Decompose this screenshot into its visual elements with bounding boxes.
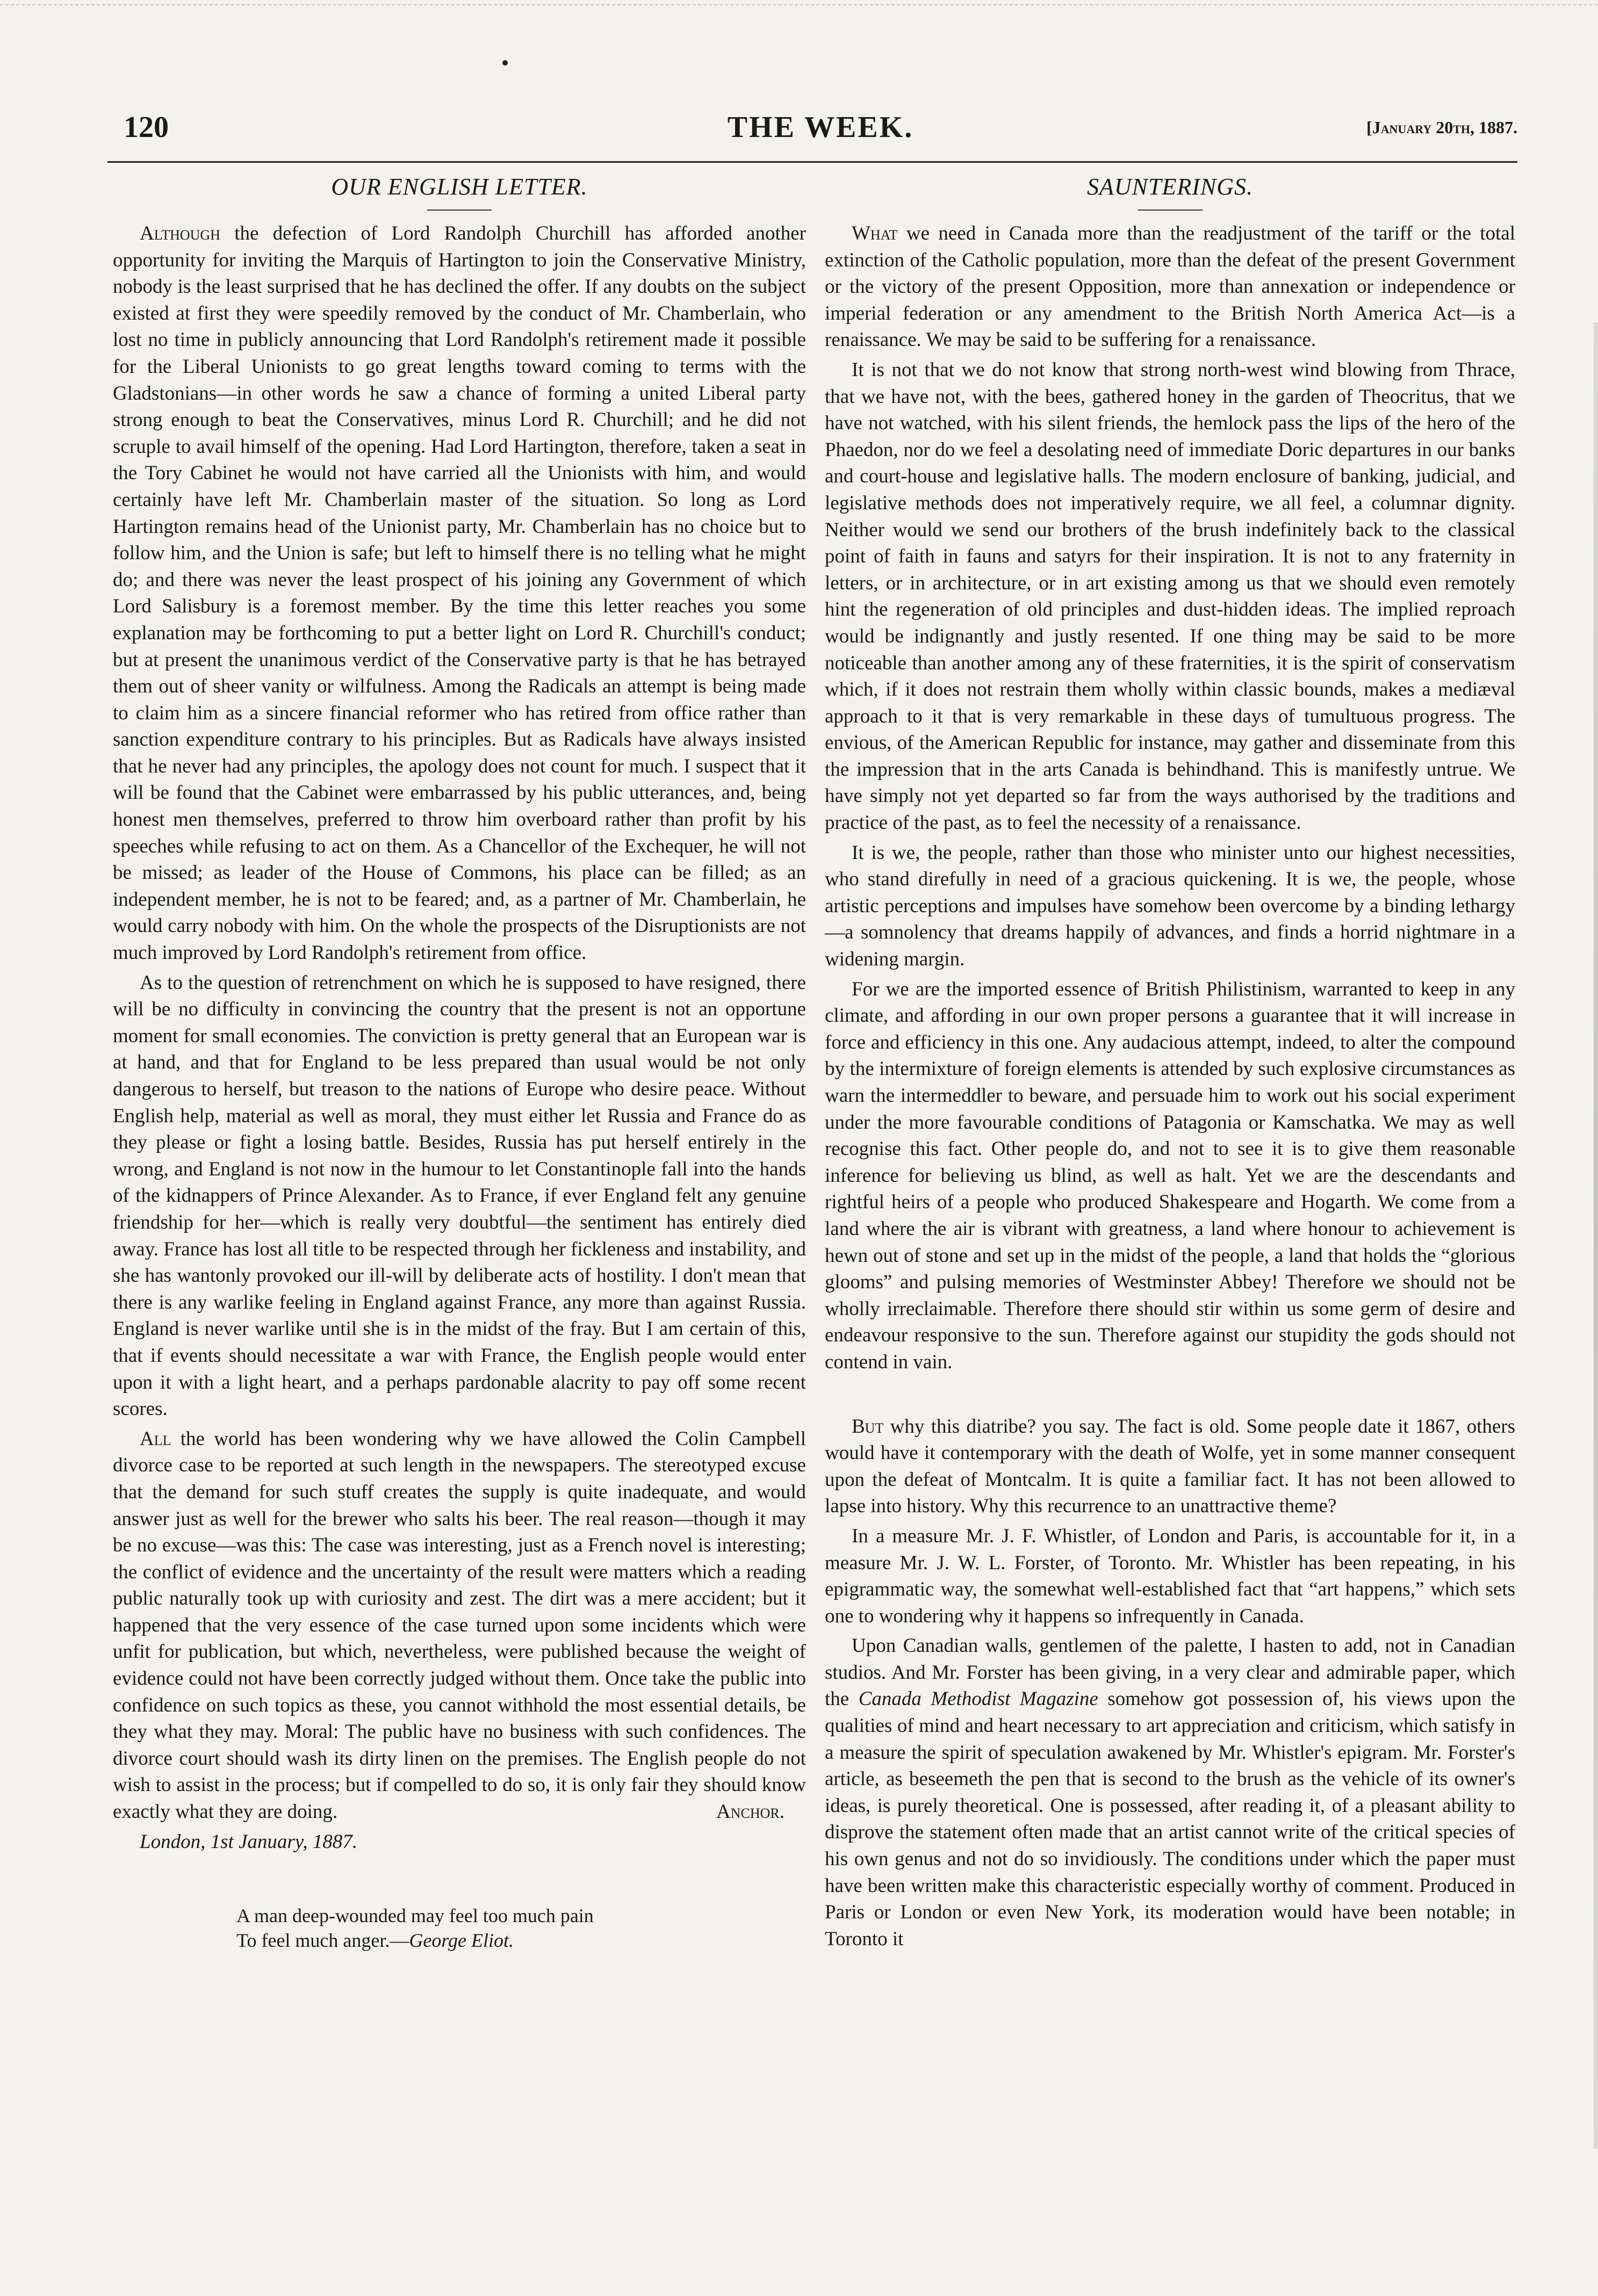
quote-line: To feel much anger.—George Eliot.: [236, 1930, 514, 1952]
page-number: 120: [124, 111, 169, 144]
paragraph: Upon Canadian walls, gentlemen of the palette, I hasten to add, not in Canadian studios. And Mr. Forster has been giving, in a very clear and admirable paper, which the Canada Methodist Magazine somehow got possession of, his views upon the qualities of mind and heart necessary to art appreciation and criticism, which satisfy in a measure the spirit of speculation awakened by Mr. Whistler's epigram. Mr. Forster's article, as beseemeth the pen that is second to the brush as the vehicle of its owner's ideas, is purely theoretical. One is possessed, after reading it, of a pleasant ability to disprove the statement often made that an artist cannot write of the critical species of his own genus and not do so invidiously. The conditions under which the paper must have been written make this characteristic especially worthy of comment. Produced in Paris or London or even New York, its moderation would have been notable; in Toronto it: [825, 1635, 1515, 1950]
section-gap: [825, 1376, 1515, 1413]
paragraph: It is not that we do not know that strong north-west wind blowing from Thrace, that we have not, with the bees, gathered honey in the garden of Theocritus, that we have not watched, with his silent friends, the hemlock pass the lips of the hero of the Phaedon, nor do we feel a desolating need of immediate Doric departures in our banks and court-house and legislative halls. The modern enclosure of banking, judicial, and legislative methods does not imperatively require, we all feel, a columnar dignity. Neither would we send our brothers of the brush indefinitely back to the classical point of faith in fauns and satyrs for their inspiration. It is not to any fraternity in letters, or in architecture, or in art existing among us that we should even remotely hint the regeneration of old principles and dust-hidden ideas. The implied reproach would be indignantly and justly resented. If one thing may be said to be more noticeable than another among any of these fraternities, it is the spirit of conservatism which, if it does not restrain them wholly within classic bounds, makes a mediæval approach to it that is very remarkable in these days of tumultuous progress. The envious, of the American Republic for instance, may gather and disseminate from this the impression that in the arts Canada is behindhand. This is manifestly untrue. We have simply not yet departed so far from the ways authorised by the traditions and practice of the past, as to feel the necessity of a renaissance.: [825, 358, 1515, 834]
header-rule: [107, 161, 1517, 163]
paragraph: As to the question of retrenchment on which he is supposed to have resigned, there will be no difficulty in convincing the country that the present is not an opportune moment for small economies. The conviction is pretty general that an European war is at hand, and that for England to be less prepared than usual would be not only dangerous to herself, but treason to the nations of Europe who desire peace. Without English help, material as well as moral, they must either let Russia and France do as they please or fight a losing battle. Besides, Russia has put herself entirely in the wrong, and England is not now in the humour to let Constantinople fall into the hands of the kidnappers of Prince Alexander. As to France, if ever England felt any genuine friendship for her—which is really very doubtful—the sentiment has entirely died away. France has lost all title to be respected through her fickleness and instability, and she has wantonly provoked our ill-will by deliberate acts of hostility. I don't mean that there is any warlike feeling in England against France, any more than against Russia. England is never warlike until she is in the midst of the fray. But I am certain of this, that if events should necessitate a war with France, the English people would enter upon it with a light heart, and a perhaps pardonable alacrity to pay off some recent scores.: [113, 971, 806, 1420]
signature: Anchor.: [716, 1801, 784, 1823]
paragraph: What we need in Canada more than the readjustment of the tariff or the total extinction of the Catholic population, more than the defeat of the present Government or the victory of the present Opposition, more than annexation or independence or imperial federation or any amendment to the British North America Act—is a renaissance. We may be said to be suffering for a renaissance.: [825, 222, 1515, 351]
left-column: [113, 172, 806, 1953]
lead-word: Although: [140, 222, 220, 244]
issue-date: [January 20th, 1887.: [1366, 118, 1517, 137]
right-column: [825, 172, 1515, 1952]
quote-line: A man deep-wounded may feel too much pain: [236, 1905, 594, 1927]
title-rule: [427, 210, 492, 211]
paragraph: In a measure Mr. J. F. Whistler, of London and Paris, is accountable for it, in a measure Mr. J. W. L. Forster, of Toronto. Mr. Whistler has been repeating, in his epigrammatic way, the somewhat well-established fact that “art happens,” which sets one to wondering why it happens so infrequently in Canada.: [825, 1525, 1515, 1627]
paragraph: But why this diatribe? you say. The fact is old. Some people date it 1867, others would have it contemporary with the death of Wolfe, yet in some manner consequent upon the defeat of Montcalm. It is quite a familiar fact. It has not been allowed to lapse into history. Why this recurrence to an unattractive theme?: [825, 1415, 1515, 1518]
epigraph-quote: [236, 1903, 806, 1953]
lead-word: All: [140, 1427, 171, 1450]
article-title: SAUNTERINGS.: [1087, 174, 1253, 200]
top-border: [0, 4, 1598, 7]
page-header: [124, 110, 1517, 153]
quote-author: George Eliot.: [409, 1930, 514, 1952]
article-title: OUR ENGLISH LETTER.: [331, 174, 588, 200]
paragraph: It is we, the people, rather than those who minister unto our highest necessities, who stand direfully in need of a gracious quickening. It is we, the people, whose artistic perceptions and impulses have somehow been overcome by a binding lethargy—a somnolency that dreams happily of advances, and finds a horrid nightmare in a widening margin.: [825, 841, 1515, 971]
paragraph: Although the defection of Lord Randolph Churchill has afforded another opportunity for inviting the Marquis of Hartington to join the Conservative Ministry, nobody is the least surprised that he has declined the offer. If any doubts on the subject existed at first they were speedily removed by the conduct of Mr. Chamberlain, who lost no time in publicly announcing that Lord Randolph's retirement made it possible for the Liberal Unionists to go great lengths toward coming to terms with the Gladstonians—in other words he saw a chance of forming a united Liberal party strong enough to beat the Conservatives, minus Lord R. Churchill; and he did not scruple to avail himself of the opening. Had Lord Hartington, therefore, taken a seat in the Tory Cabinet he would not have carried all the Unionists with him, and would certainly have left Mr. Chamberlain master of the situation. So long as Lord Hartington remains head of the Unionist party, Mr. Chamberlain has no choice but to follow him, and the Union is safe; but left to himself there is no telling what he might do; and there was never the least prospect of his joining any Government of which Lord Salisbury is a foremost member. By the time this letter reaches you some explanation may be forthcoming to put a better light on Lord R. Churchill's conduct; but at present the unanimous verdict of the Conservative party is that he has betrayed them out of sheer vanity or wilfulness. Among the Radicals an attempt is being made to claim him as a sincere financial reformer who has retired from office rather than sanction expenditure contrary to his principles. But as Radicals have always insisted that he never had any principles, the apology does not count for much. I suspect that it will be found that the Cabinet were embarrassed by his public utterances, and, being honest men themselves, preferred to throw him overboard rather than profit by his speeches while refusing to act on them. As a Chancellor of the Exchequer, he will not be missed; as leader of the House of Commons, his place can be filled; as an independent member, he is not to be feared; and, as a partner of Mr. Chamberlain, he would carry nobody with him. On the whole the prospects of the Disruptionists are not much improved by Lord Randolph's retirement from office.: [113, 222, 806, 964]
page-edge-shadow: [1594, 322, 1598, 2149]
paragraph: All the world has been wondering why we have allowed the Colin Campbell divorce case to be reported at such length in the newspapers. The stereotyped excuse that the demand for such stuff creates the supply is quite inadequate, and would answer just as well for the brewer who salts his beer. The real reason—though it may be no excuse—was this: The case was interesting, just as a French novel is interesting; the conflict of evidence and the uncertainty of the result were matters which a reading public naturally took up with curiosity and zest. The dirt was a mere accident; but it happened that the very essence of the case turned upon some incidents which were unfit for publication, but which, nevertheless, were published because the weight of evidence could not have been correctly judged without them. Once take the public into confidence on such topics as these, you cannot withhold the most essential details, be they what they may. Moral: The public have no business with such confidences. The divorce court should wash its dirty linen on the premises. The English people do not wish to assist in the process; but if compelled to do so, it is only fair they should know exactly what they are doing. Anchor.: [113, 1426, 806, 1825]
lead-word: But: [852, 1415, 884, 1438]
lead-word: What: [852, 222, 898, 244]
masthead: THE WEEK.: [727, 111, 914, 144]
ink-dot: [502, 60, 508, 66]
dateline: London, 1st January, 1887.: [140, 1830, 357, 1853]
magazine-title: Canada Methodist Magazine: [858, 1688, 1098, 1710]
paragraph: For we are the imported essence of British Philistinism, warranted to keep in any climate, and affording in our own proper persons a guarantee that it will increase in force and efficiency in this one. Any audacious attempt, indeed, to alter the compound by the intermixture of foreign elements is attended by such explosive circumstances as warn the intermeddler to beware, and persuade him to work out his social experiment under the more favourable conditions of Patagonia or Kamschatka. We may as well recognise this fact. Other people do, and not to see it is to give them reasonable inference for believing us blind, as well as halt. Yet we are the descendants and rightful heirs of a people who produced Shakespeare and Hogarth. We come from a land where the air is vibrant with greatness, a land where honour to achievement is hewn out of stone and set up in the midst of the people, a land that holds the “glorious glooms” and pulsing memories of Westminster Abbey! Therefore we should not be wholly irreclaimable. Therefore there should stir within us some germ of desire and endeavour responsive to the sun. Therefore against our stupidity the gods should not contend in vain.: [825, 978, 1515, 1373]
title-rule: [1138, 210, 1203, 211]
